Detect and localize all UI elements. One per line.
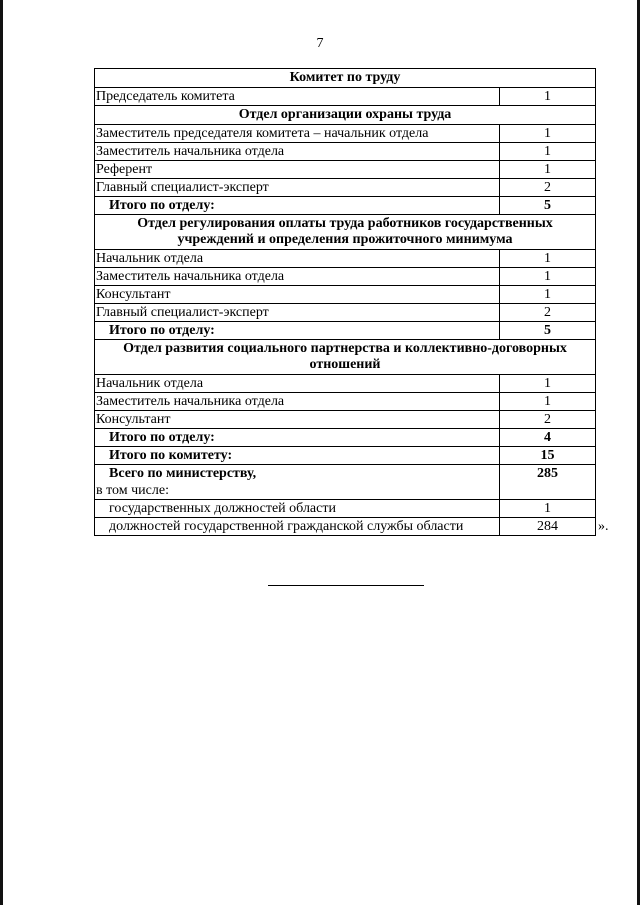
total-label: Итого по отделу:	[95, 322, 500, 340]
page-number: 7	[316, 36, 324, 51]
position-count: 1	[500, 268, 596, 286]
scan-edge-left	[0, 0, 3, 905]
position-count: 1	[500, 393, 596, 411]
total-count: 4	[500, 429, 596, 447]
subitem-count: 284	[500, 518, 596, 536]
table-row	[95, 268, 596, 286]
table-row	[95, 375, 596, 393]
table-row-total	[95, 322, 596, 340]
position-label: Заместитель начальника отдела	[95, 268, 500, 286]
table-row-section	[95, 340, 596, 375]
position-label: Консультант	[95, 286, 500, 304]
closing-quote: ».	[598, 519, 609, 534]
position-count: 2	[500, 179, 596, 197]
position-count: 1	[500, 250, 596, 268]
position-count: 1	[500, 161, 596, 179]
table-row	[95, 286, 596, 304]
position-label: Председатель комитета	[95, 88, 500, 106]
table-row-section	[95, 106, 596, 125]
position-label: Заместитель председателя комитета – начальник отдела	[95, 125, 500, 143]
table-row	[95, 125, 596, 143]
table-row	[95, 179, 596, 197]
table-row-total	[95, 197, 596, 215]
total-count: 5	[500, 322, 596, 340]
including-label: в том числе:	[95, 482, 500, 500]
subitem-label: должностей государственной гражданской службы области	[95, 518, 500, 536]
table-row	[95, 411, 596, 429]
total-label: Итого по отделу:	[95, 429, 500, 447]
section-heading: Отдел организации охраны труда	[95, 106, 596, 125]
position-count: 1	[500, 125, 596, 143]
table-row	[95, 88, 596, 106]
position-label: Консультант	[95, 411, 500, 429]
subitem-count: 1	[500, 500, 596, 518]
table-row-ministry-total	[95, 465, 596, 483]
table-row	[95, 304, 596, 322]
table-row	[95, 161, 596, 179]
position-label: Начальник отдела	[95, 375, 500, 393]
including-empty-cell	[500, 482, 596, 500]
staff-table	[94, 68, 596, 536]
subitem-label: государственных должностей области	[95, 500, 500, 518]
ministry-total-label: Всего по министерству,	[95, 465, 500, 483]
position-count: 2	[500, 411, 596, 429]
table-row	[95, 393, 596, 411]
table-row-total	[95, 429, 596, 447]
table-row-committee-total	[95, 447, 596, 465]
position-count: 2	[500, 304, 596, 322]
position-count: 1	[500, 375, 596, 393]
table-row	[95, 250, 596, 268]
position-label: Главный специалист-эксперт	[95, 179, 500, 197]
position-count: 1	[500, 88, 596, 106]
position-label: Начальник отдела	[95, 250, 500, 268]
ministry-total-count: 285	[500, 465, 596, 483]
table-row-section	[95, 215, 596, 250]
position-count: 1	[500, 143, 596, 161]
table-row	[95, 518, 596, 536]
signature-line	[268, 585, 424, 586]
position-count: 1	[500, 286, 596, 304]
section-heading: Отдел развития социального партнерства и коллективно-договорных отношений	[95, 340, 596, 375]
position-label: Референт	[95, 161, 500, 179]
table-row-section	[95, 69, 596, 88]
committee-total-label: Итого по комитету:	[95, 447, 500, 465]
section-heading: Комитет по труду	[95, 69, 596, 88]
position-label: Заместитель начальника отдела	[95, 143, 500, 161]
table-row-including	[95, 482, 596, 500]
table-row	[95, 500, 596, 518]
position-label: Главный специалист-эксперт	[95, 304, 500, 322]
total-label: Итого по отделу:	[95, 197, 500, 215]
table-row	[95, 143, 596, 161]
committee-total-count: 15	[500, 447, 596, 465]
position-label: Заместитель начальника отдела	[95, 393, 500, 411]
section-heading: Отдел регулирования оплаты труда работников государственных учреждений и определения прожиточного минимума	[95, 215, 596, 250]
total-count: 5	[500, 197, 596, 215]
